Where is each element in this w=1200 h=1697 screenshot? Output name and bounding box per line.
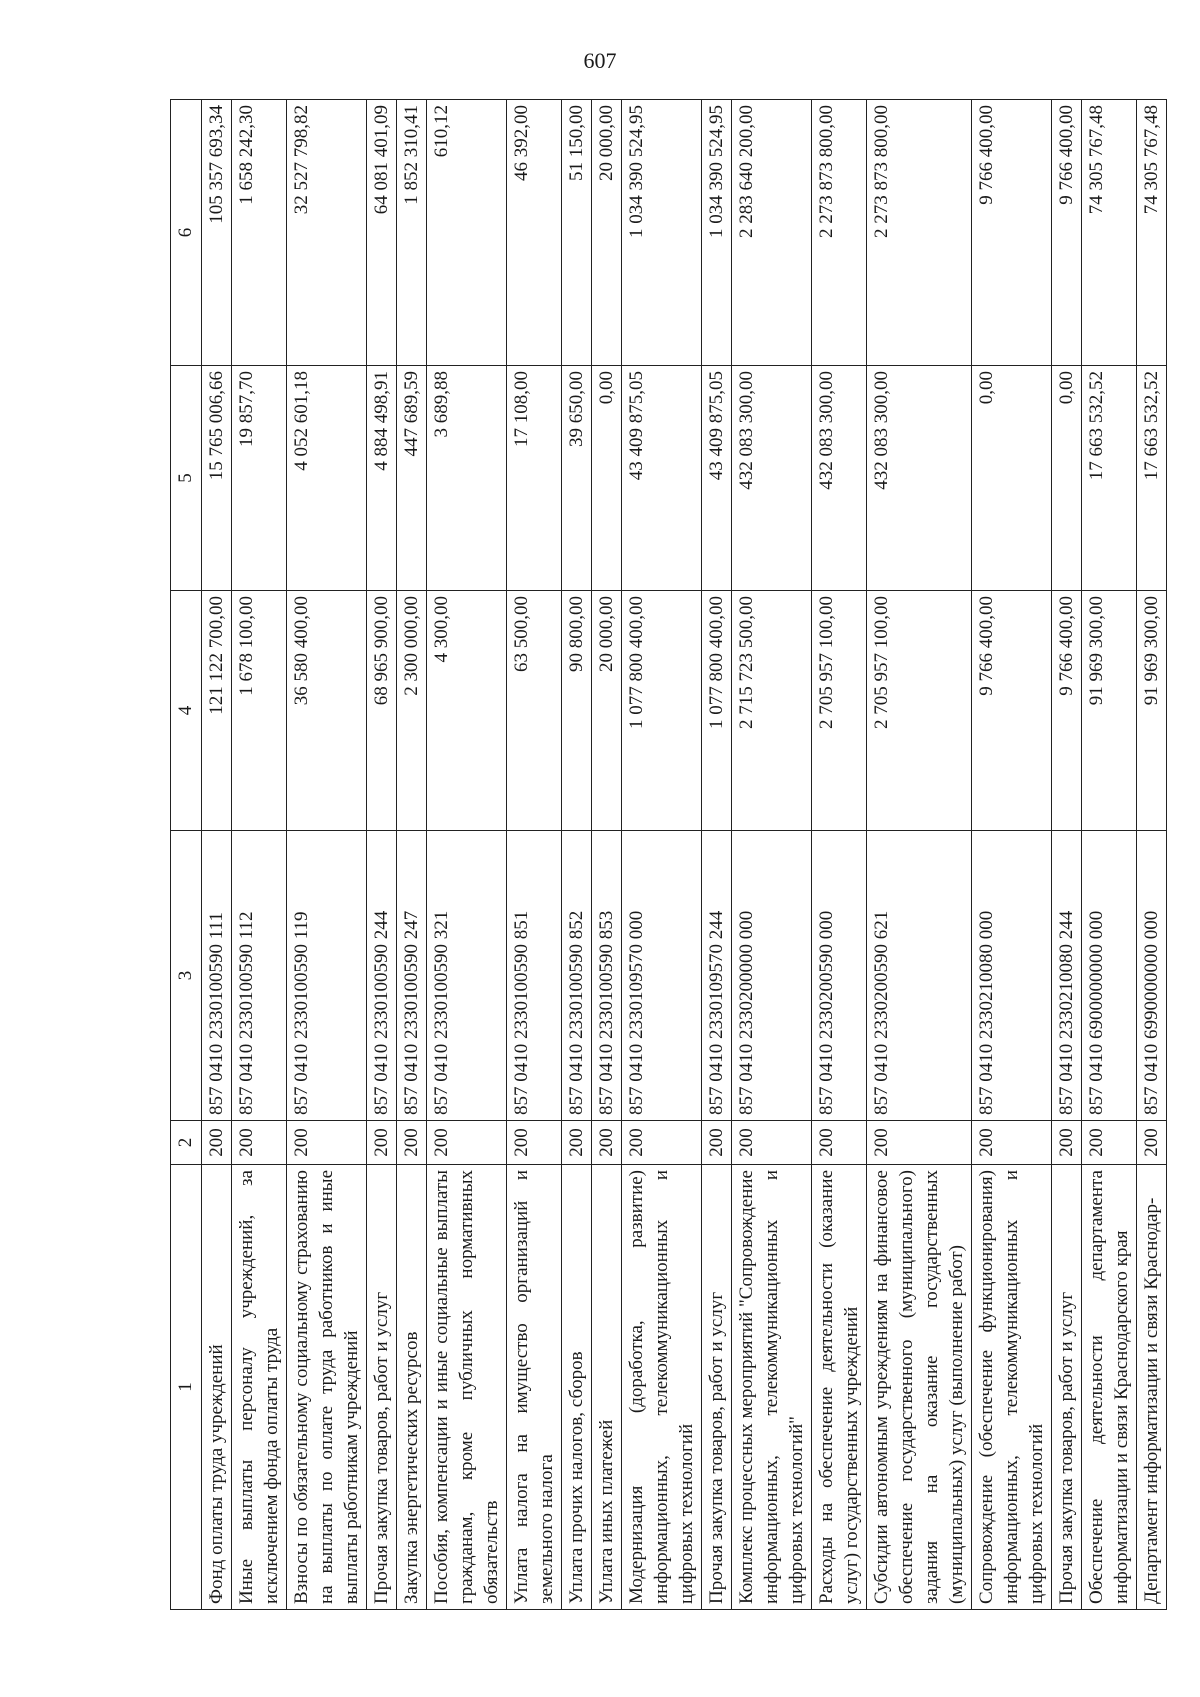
row-name-cell: Департамент информатизации и связи Краснодар-	[1137, 1165, 1167, 1610]
row-unexecuted-amount-cell: 20 000,00	[592, 100, 622, 366]
row-line-code-cell: 200	[507, 1121, 562, 1165]
row-unexecuted-amount-cell: 32 527 798,82	[287, 100, 367, 366]
column-header: 4	[171, 591, 202, 831]
row-approved-amount-cell: 68 965 900,00	[367, 591, 397, 831]
row-approved-amount-cell: 9 766 400,00	[972, 591, 1052, 831]
table-row	[562, 100, 592, 1610]
row-executed-amount-cell: 4 052 601,18	[287, 366, 367, 591]
row-approved-amount-cell: 2 300 000,00	[397, 591, 427, 831]
row-classification-code-cell: 857 0410 2330100590 851	[507, 831, 562, 1121]
row-unexecuted-amount-cell: 105 357 693,34	[202, 100, 232, 366]
row-executed-amount-cell: 17 108,00	[507, 366, 562, 591]
row-approved-amount-cell: 2 705 957 100,00	[867, 591, 972, 831]
row-name-cell: Комплекс процессных мероприятий "Сопровождение информационных, телекоммуникационных и цифровых технологий"	[732, 1165, 812, 1610]
row-executed-amount-cell: 432 083 300,00	[732, 366, 812, 591]
row-classification-code-cell: 857 0410 2330210080 000	[972, 831, 1052, 1121]
row-unexecuted-amount-cell: 2 273 873 800,00	[812, 100, 867, 366]
budget-table	[170, 99, 1167, 1610]
row-name-cell: Уплата прочих налогов, сборов	[562, 1165, 592, 1610]
row-unexecuted-amount-cell: 1 034 390 524,95	[622, 100, 702, 366]
row-classification-code-cell: 857 0410 2330109570 000	[622, 831, 702, 1121]
row-line-code-cell: 200	[622, 1121, 702, 1165]
row-approved-amount-cell: 9 766 400,00	[1052, 591, 1082, 831]
row-classification-code-cell: 857 0410 2330100590 111	[202, 831, 232, 1121]
row-line-code-cell: 200	[202, 1121, 232, 1165]
table-row	[1052, 100, 1082, 1610]
row-classification-code-cell: 857 0410 2330100590 247	[397, 831, 427, 1121]
table-row	[812, 100, 867, 1610]
row-line-code-cell: 200	[427, 1121, 507, 1165]
page-number: 607	[583, 48, 617, 73]
row-approved-amount-cell: 90 800,00	[562, 591, 592, 831]
row-line-code-cell: 200	[732, 1121, 812, 1165]
row-classification-code-cell: 857 0410 2330100590 244	[367, 831, 397, 1121]
table-row	[232, 100, 287, 1610]
row-unexecuted-amount-cell: 46 392,00	[507, 100, 562, 366]
column-header: 6	[171, 100, 202, 366]
row-unexecuted-amount-cell: 9 766 400,00	[972, 100, 1052, 366]
table-body	[202, 100, 1167, 1610]
row-executed-amount-cell: 43 409 875,05	[702, 366, 732, 591]
row-name-cell: Пособия, компенсации и иные социальные выплаты гражданам, кроме публичных нормативных обязательств	[427, 1165, 507, 1610]
row-line-code-cell: 200	[232, 1121, 287, 1165]
row-classification-code-cell: 857 0410 2330109570 244	[702, 831, 732, 1121]
table-header-row	[171, 100, 202, 1610]
row-classification-code-cell: 857 0410 2330200000 000	[732, 831, 812, 1121]
row-name-cell: Сопровождение (обеспечение функционирования) информационных, телекоммуникационных и цифровых технологий	[972, 1165, 1052, 1610]
row-approved-amount-cell: 36 580 400,00	[287, 591, 367, 831]
row-executed-amount-cell: 39 650,00	[562, 366, 592, 591]
row-name-cell: Модернизация (доработка, развитие) информационных, телекоммуникационных и цифровых технологий	[622, 1165, 702, 1610]
row-line-code-cell: 200	[812, 1121, 867, 1165]
row-name-cell: Иные выплаты персоналу учреждений, за исключением фонда оплаты труда	[232, 1165, 287, 1610]
row-name-cell: Фонд оплаты труда учреждений	[202, 1165, 232, 1610]
row-line-code-cell: 200	[1137, 1121, 1167, 1165]
row-classification-code-cell: 857 0410 2330100590 119	[287, 831, 367, 1121]
table-row	[702, 100, 732, 1610]
row-line-code-cell: 200	[562, 1121, 592, 1165]
row-approved-amount-cell: 1 077 800 400,00	[702, 591, 732, 831]
row-unexecuted-amount-cell: 1 852 310,41	[397, 100, 427, 366]
row-name-cell: Уплата иных платежей	[592, 1165, 622, 1610]
row-unexecuted-amount-cell: 1 658 242,30	[232, 100, 287, 366]
row-name-cell: Закупка энергетических ресурсов	[397, 1165, 427, 1610]
table-row	[287, 100, 367, 1610]
row-name-cell: Уплата налога на имущество организаций и земельного налога	[507, 1165, 562, 1610]
row-executed-amount-cell: 447 689,59	[397, 366, 427, 591]
row-classification-code-cell: 857 0410 2330210080 244	[1052, 831, 1082, 1121]
row-approved-amount-cell: 121 122 700,00	[202, 591, 232, 831]
row-name-cell: Обеспечение деятельности департамента информатизации и связи Краснодарского края	[1082, 1165, 1137, 1610]
budget-table-frame	[170, 100, 1170, 1610]
column-header: 5	[171, 366, 202, 591]
row-line-code-cell: 200	[1052, 1121, 1082, 1165]
table-row	[1082, 100, 1137, 1610]
row-approved-amount-cell: 1 077 800 400,00	[622, 591, 702, 831]
row-classification-code-cell: 857 0410 2330100590 852	[562, 831, 592, 1121]
table-row	[622, 100, 702, 1610]
row-executed-amount-cell: 17 663 532,52	[1082, 366, 1137, 591]
row-unexecuted-amount-cell: 74 305 767,48	[1137, 100, 1167, 366]
row-approved-amount-cell: 4 300,00	[427, 591, 507, 831]
row-name-cell: Взносы по обязательному социальному страхованию на выплаты по оплате труда работников и иные выплаты работникам учреждений	[287, 1165, 367, 1610]
column-header: 3	[171, 831, 202, 1121]
row-classification-code-cell: 857 0410 2330100590 853	[592, 831, 622, 1121]
row-executed-amount-cell: 432 083 300,00	[867, 366, 972, 591]
row-executed-amount-cell: 3 689,88	[427, 366, 507, 591]
row-executed-amount-cell: 15 765 006,66	[202, 366, 232, 591]
table-row	[202, 100, 232, 1610]
row-name-cell: Прочая закупка товаров, работ и услуг	[367, 1165, 397, 1610]
table-row	[592, 100, 622, 1610]
row-approved-amount-cell: 63 500,00	[507, 591, 562, 831]
row-executed-amount-cell: 19 857,70	[232, 366, 287, 591]
row-executed-amount-cell: 0,00	[592, 366, 622, 591]
row-approved-amount-cell: 91 969 300,00	[1082, 591, 1137, 831]
row-name-cell: Прочая закупка товаров, работ и услуг	[702, 1165, 732, 1610]
row-unexecuted-amount-cell: 74 305 767,48	[1082, 100, 1137, 366]
row-unexecuted-amount-cell: 610,12	[427, 100, 507, 366]
table-row	[732, 100, 812, 1610]
table-row	[867, 100, 972, 1610]
row-executed-amount-cell: 0,00	[972, 366, 1052, 591]
table-row	[1137, 100, 1167, 1610]
column-header: 2	[171, 1121, 202, 1165]
row-approved-amount-cell: 20 000,00	[592, 591, 622, 831]
row-executed-amount-cell: 17 663 532,52	[1137, 366, 1167, 591]
row-line-code-cell: 200	[867, 1121, 972, 1165]
table-row	[427, 100, 507, 1610]
row-classification-code-cell: 857 0410 6990000000 000	[1137, 831, 1167, 1121]
row-executed-amount-cell: 432 083 300,00	[812, 366, 867, 591]
row-line-code-cell: 200	[592, 1121, 622, 1165]
table-row	[367, 100, 397, 1610]
row-executed-amount-cell: 4 884 498,91	[367, 366, 397, 591]
row-unexecuted-amount-cell: 9 766 400,00	[1052, 100, 1082, 366]
row-line-code-cell: 200	[367, 1121, 397, 1165]
row-unexecuted-amount-cell: 64 081 401,09	[367, 100, 397, 366]
row-classification-code-cell: 857 0410 2330100590 321	[427, 831, 507, 1121]
table-row	[507, 100, 562, 1610]
row-line-code-cell: 200	[702, 1121, 732, 1165]
row-classification-code-cell: 857 0410 2330200590 000	[812, 831, 867, 1121]
row-name-cell: Расходы на обеспечение деятельности (оказание услуг) государственных учреждений	[812, 1165, 867, 1610]
row-unexecuted-amount-cell: 1 034 390 524,95	[702, 100, 732, 366]
column-header: 1	[171, 1165, 202, 1610]
row-line-code-cell: 200	[1082, 1121, 1137, 1165]
row-name-cell: Прочая закупка товаров, работ и услуг	[1052, 1165, 1082, 1610]
row-executed-amount-cell: 0,00	[1052, 366, 1082, 591]
row-classification-code-cell: 857 0410 2330100590 112	[232, 831, 287, 1121]
row-classification-code-cell: 857 0410 2330200590 621	[867, 831, 972, 1121]
row-line-code-cell: 200	[397, 1121, 427, 1165]
row-approved-amount-cell: 2 705 957 100,00	[812, 591, 867, 831]
row-unexecuted-amount-cell: 2 283 640 200,00	[732, 100, 812, 366]
row-approved-amount-cell: 91 969 300,00	[1137, 591, 1167, 831]
table-row	[397, 100, 427, 1610]
row-classification-code-cell: 857 0410 6900000000 000	[1082, 831, 1137, 1121]
table-row	[972, 100, 1052, 1610]
row-unexecuted-amount-cell: 2 273 873 800,00	[867, 100, 972, 366]
row-approved-amount-cell: 2 715 723 500,00	[732, 591, 812, 831]
row-unexecuted-amount-cell: 51 150,00	[562, 100, 592, 366]
row-executed-amount-cell: 43 409 875,05	[622, 366, 702, 591]
row-name-cell: Субсидии автономным учреждениям на финансовое обеспечение государственного (муниципального) задания на оказание государственных (муниципальных) услуг (выполнение работ)	[867, 1165, 972, 1610]
row-line-code-cell: 200	[287, 1121, 367, 1165]
row-line-code-cell: 200	[972, 1121, 1052, 1165]
row-approved-amount-cell: 1 678 100,00	[232, 591, 287, 831]
